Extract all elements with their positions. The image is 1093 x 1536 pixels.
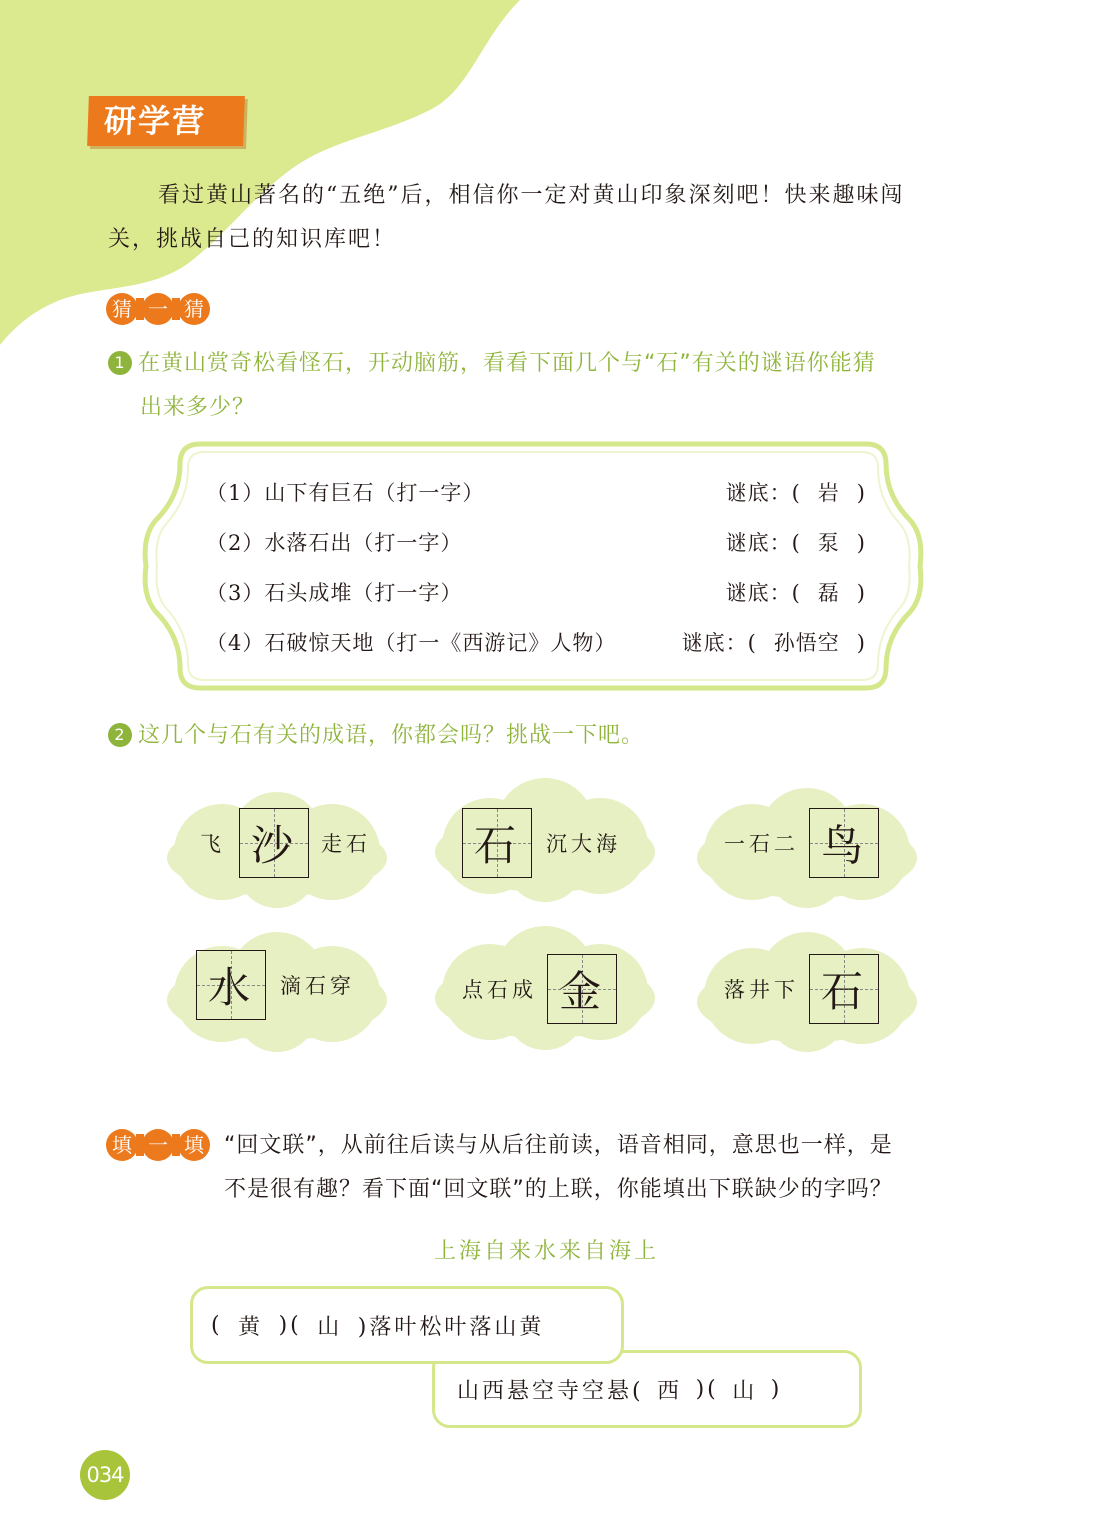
idiom-item bbox=[462, 808, 621, 878]
tianzige-box bbox=[809, 808, 879, 878]
riddle-question: （4）石破惊天地（打一《西游记》人物） bbox=[206, 631, 617, 655]
example-couplet: 上海自来水来自海上 bbox=[433, 1239, 659, 1264]
riddle-row bbox=[206, 570, 866, 620]
couplet-2-mid: )( bbox=[695, 1376, 719, 1402]
couplet-1-blank-2: 山 bbox=[317, 1314, 343, 1340]
idiom-answer-char: 石 bbox=[473, 821, 520, 870]
guess-section-tag bbox=[106, 292, 210, 326]
idiom-answer-char: 鸟 bbox=[820, 821, 867, 870]
couplet-1-open: ( bbox=[211, 1312, 223, 1338]
fill-description bbox=[224, 1124, 994, 1212]
riddle-question: （1）山下有巨石（打一字） bbox=[206, 481, 485, 505]
idiom-before: 一石二 bbox=[724, 832, 799, 856]
question-1-line-1: 在黄山赏奇松看怪石，开动脑筋，看看下面几个与“石”有关的谜语你能猜 bbox=[138, 351, 876, 376]
riddle-answer-close: ) bbox=[856, 581, 866, 605]
riddle-answer-close: ) bbox=[856, 531, 866, 555]
question-2 bbox=[108, 714, 988, 758]
couplet-box-upper bbox=[190, 1286, 624, 1364]
idiom-before: 落井下 bbox=[724, 978, 799, 1002]
idiom-answer-char: 石 bbox=[820, 967, 867, 1016]
idiom-before: 点石成 bbox=[462, 978, 537, 1002]
couplet-1-mid: )( bbox=[278, 1312, 302, 1338]
idiom-item bbox=[462, 954, 617, 1024]
fill-desc-line-1: “回文联”，从前往后读与从后往前读，语音相同，意思也一样，是 bbox=[224, 1133, 893, 1158]
intro-line-2: 关，挑战自己的知识库吧！ bbox=[108, 227, 397, 252]
idiom-item bbox=[724, 954, 879, 1024]
riddle-answer-value: 岩 bbox=[817, 481, 840, 505]
idiom-item bbox=[196, 950, 355, 1020]
riddle-answer bbox=[726, 520, 866, 570]
riddle-answer bbox=[726, 570, 866, 620]
page-title: 研学营 bbox=[87, 96, 245, 146]
tianzige-box bbox=[239, 808, 309, 878]
intro-line-1: 看过黄山著名的“五绝”后，相信你一定对黄山印象深刻吧！快来趣味闯 bbox=[158, 183, 905, 208]
intro-paragraph bbox=[108, 174, 988, 262]
idiom-before: 飞 bbox=[200, 832, 225, 856]
riddle-answer-close: ) bbox=[856, 481, 866, 505]
riddle-list bbox=[206, 470, 866, 670]
riddle-answer-label: 谜底：( bbox=[725, 481, 801, 505]
tag-char-2: 一 bbox=[142, 293, 174, 325]
question-1-line-2: 出来多少？ bbox=[140, 395, 256, 420]
couplet-2-text: 山西悬空寺空悬( bbox=[457, 1378, 644, 1404]
riddle-answer bbox=[682, 620, 866, 670]
tianzige-box bbox=[809, 954, 879, 1024]
riddle-answer-label: 谜底：( bbox=[681, 631, 757, 655]
idiom-item bbox=[200, 808, 371, 878]
fill-section-tag bbox=[106, 1128, 210, 1162]
idiom-after: 滴石穿 bbox=[280, 974, 355, 998]
couplet-1-close: )落叶松叶落山黄 bbox=[357, 1314, 545, 1340]
idiom-answer-char: 沙 bbox=[250, 821, 297, 870]
question-number-2: 2 bbox=[108, 723, 132, 747]
question-1 bbox=[108, 342, 988, 430]
question-2-text: 这几个与石有关的成语，你都会吗？挑战一下吧。 bbox=[138, 723, 645, 748]
riddle-question: （3）石头成堆（打一字） bbox=[206, 581, 463, 605]
riddle-row bbox=[206, 520, 866, 570]
tag-char-3: 猜 bbox=[178, 293, 210, 325]
riddle-answer-label: 谜底：( bbox=[725, 531, 801, 555]
tag-char-2: 一 bbox=[142, 1129, 174, 1161]
couplet-2-close: ) bbox=[770, 1376, 783, 1402]
riddle-row bbox=[206, 470, 866, 520]
riddle-answer bbox=[726, 470, 866, 520]
riddle-answer-value: 孙悟空 bbox=[773, 631, 840, 655]
tianzige-box bbox=[547, 954, 617, 1024]
fill-desc-line-2: 不是很有趣？看下面“回文联”的上联，你能填出下联缺少的字吗？ bbox=[224, 1177, 893, 1202]
couplet-1-blank-1: 黄 bbox=[238, 1314, 264, 1340]
tianzige-box bbox=[462, 808, 532, 878]
riddle-answer-value: 磊 bbox=[817, 581, 840, 605]
page-number: 034 bbox=[80, 1450, 130, 1500]
idiom-item bbox=[724, 808, 879, 878]
tag-char-1: 猜 bbox=[106, 293, 138, 325]
idiom-answer-char: 水 bbox=[207, 963, 254, 1012]
tag-char-3: 填 bbox=[178, 1129, 210, 1161]
riddle-answer-close: ) bbox=[856, 631, 866, 655]
riddle-answer-value: 泵 bbox=[817, 531, 840, 555]
riddle-question: （2）水落石出（打一字） bbox=[206, 531, 463, 555]
couplet-2-blank-2: 山 bbox=[732, 1378, 758, 1404]
idiom-answer-char: 金 bbox=[558, 967, 605, 1016]
riddle-answer-label: 谜底：( bbox=[725, 581, 801, 605]
question-number-1: 1 bbox=[108, 351, 132, 375]
idiom-after: 沉大海 bbox=[546, 832, 621, 856]
couplet-2-blank-1: 西 bbox=[657, 1378, 683, 1404]
idiom-after: 走石 bbox=[321, 832, 371, 856]
riddle-row bbox=[206, 620, 866, 670]
tianzige-box bbox=[196, 950, 266, 1020]
tag-char-1: 填 bbox=[106, 1129, 138, 1161]
